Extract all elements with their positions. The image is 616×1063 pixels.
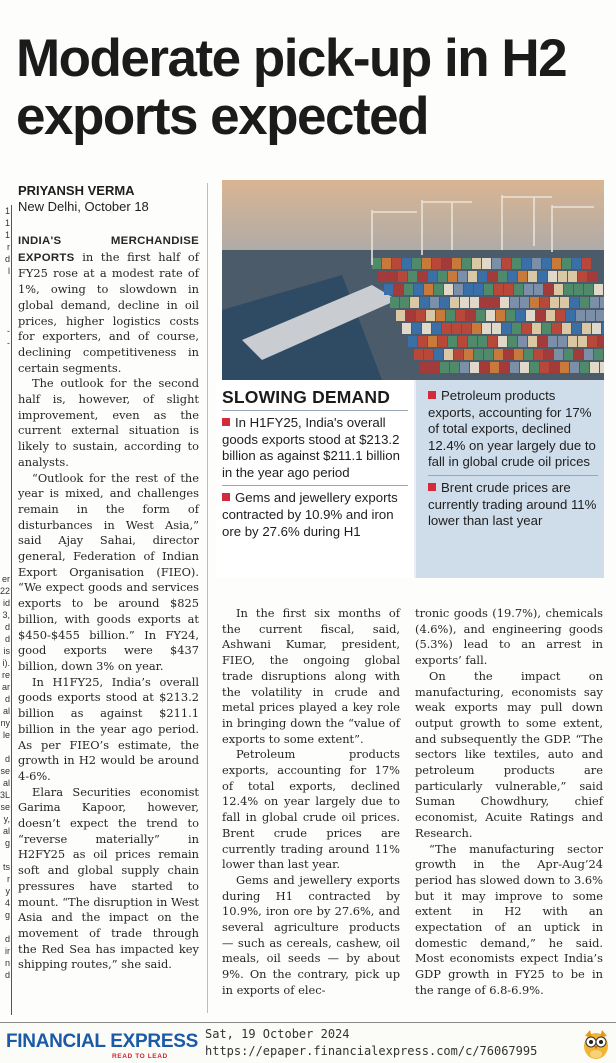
shipping-container — [480, 362, 489, 373]
shipping-container — [580, 362, 589, 373]
shipping-container — [554, 349, 563, 360]
shipping-container — [444, 349, 453, 360]
edge-text-fragment: 1 — [4, 230, 10, 240]
shipping-container — [542, 323, 551, 334]
edge-text-fragment: g — [4, 838, 10, 848]
infobox-item — [428, 480, 598, 530]
container-port-image — [222, 180, 604, 380]
shipping-container — [564, 349, 573, 360]
shipping-container — [560, 362, 569, 373]
shipping-container — [498, 336, 507, 347]
shipping-container — [474, 349, 483, 360]
shipping-container — [486, 310, 495, 321]
shipping-container — [468, 336, 477, 347]
shipping-container — [390, 297, 399, 308]
shipping-container — [388, 271, 397, 282]
edge-text-fragment: ts — [2, 862, 10, 872]
shipping-container — [492, 258, 501, 269]
shipping-container — [600, 362, 604, 373]
shipping-container — [466, 310, 475, 321]
shipping-container — [424, 284, 433, 295]
shipping-container — [562, 323, 571, 334]
shipping-container — [410, 297, 419, 308]
shipping-container — [412, 323, 421, 334]
shipping-container — [520, 297, 529, 308]
shipping-container — [526, 310, 535, 321]
shipping-container — [402, 323, 411, 334]
shipping-container — [484, 284, 493, 295]
shipping-container — [502, 258, 511, 269]
shipping-container — [402, 258, 411, 269]
shipping-container — [500, 297, 509, 308]
paragraph: In the first six months of the current fiscal, said, Ashwani Kumar, president, FIEO, the ongoing global trade disruptions along with the volatility in crude and metal prices played a key role in bringing down the “value of exports to some extent”. — [222, 606, 400, 746]
edge-text-fragment: 1 — [4, 206, 10, 216]
infobox-item — [428, 388, 598, 471]
shipping-container — [482, 258, 491, 269]
shipping-container — [546, 310, 555, 321]
shipping-container — [532, 323, 541, 334]
shipping-container — [432, 258, 441, 269]
shipping-container — [542, 258, 551, 269]
bullet-square-icon — [222, 418, 230, 426]
shipping-container — [588, 336, 597, 347]
shipping-container — [548, 336, 557, 347]
shipping-container — [400, 297, 409, 308]
edge-text-fragment — [0, 301, 11, 313]
edge-text-fragment: 3L — [0, 790, 11, 800]
shipping-container — [574, 284, 583, 295]
shipping-container — [440, 297, 449, 308]
shipping-container — [488, 271, 497, 282]
shipping-container — [450, 297, 459, 308]
shipping-container — [552, 323, 561, 334]
edge-text-fragment — [0, 349, 11, 361]
edge-text-fragment: se — [0, 802, 10, 812]
shipping-container — [592, 323, 601, 334]
shipping-container — [548, 271, 557, 282]
edge-text-fragment: 4 — [4, 898, 10, 908]
bullet-square-icon — [428, 391, 436, 399]
shipping-container — [580, 297, 589, 308]
shipping-container — [446, 310, 455, 321]
infobox-item-text: Petroleum products exports, accounting for 17% of total exports, declined 12.4% on year largely due to fall in global crude oil prices — [428, 388, 596, 470]
shipping-container — [550, 297, 559, 308]
shipping-container — [448, 271, 457, 282]
shipping-container — [474, 284, 483, 295]
infobox-item — [222, 415, 408, 481]
shipping-container — [418, 271, 427, 282]
edge-text-fragment: re — [1, 670, 10, 680]
shipping-container — [532, 258, 541, 269]
shipping-container — [456, 310, 465, 321]
shipping-container — [414, 284, 423, 295]
shipping-container — [420, 297, 429, 308]
shipping-container — [578, 271, 587, 282]
paragraph-text: in the first half of FY25 rose at a modest rate of 1%, owing to slowdown in global demand, decline in oil prices, higher logistics costs for exporters, and of course, declining competitiveness in certain segments. — [18, 249, 199, 375]
shipping-container — [452, 323, 461, 334]
edge-text-fragment: al — [2, 706, 10, 716]
shipping-container — [596, 310, 604, 321]
edge-text-fragment: ny — [0, 718, 10, 728]
edge-text-fragment: ar — [1, 682, 10, 692]
edge-text-fragment: se — [0, 766, 10, 776]
shipping-container — [570, 297, 579, 308]
shipping-container — [404, 284, 413, 295]
shipping-container — [448, 336, 457, 347]
paragraph: tronic goods (19.7%), chemicals (4.6%), and engineering goods (5.3%) lead to an arrest in exports’ fall. — [415, 606, 603, 668]
divider — [428, 475, 598, 476]
shipping-container — [372, 258, 381, 269]
edge-text-fragment: - — [7, 326, 10, 336]
shipping-container — [454, 284, 463, 295]
shipping-container — [556, 310, 565, 321]
shipping-container — [478, 336, 487, 347]
paragraph: “The manufacturing sector growth in the Apr-Aug’24 period has slowed down to 3.6% but it may improve to some extent in H2 with an expectation of an uptick in domestic demand,” he said. Most economists expect India’s GDP growth in FY25 to be in the range of 6.8-6.9%. — [415, 841, 603, 997]
owl-mascot-icon — [580, 1028, 612, 1060]
shipping-container — [464, 284, 473, 295]
shipping-container — [378, 271, 387, 282]
shipping-container — [514, 349, 523, 360]
shipping-container — [530, 362, 539, 373]
edge-text-fragment: l — [8, 266, 10, 276]
shipping-container — [502, 323, 511, 334]
shipping-container — [558, 336, 567, 347]
shipping-container — [382, 258, 391, 269]
shipping-container — [550, 362, 559, 373]
shipping-container — [462, 323, 471, 334]
edge-text-fragment: ir — [5, 946, 10, 956]
shipping-container — [496, 310, 505, 321]
edge-text-fragment: g — [4, 910, 10, 920]
shipping-container — [510, 297, 519, 308]
shipping-container — [498, 271, 507, 282]
shipping-container — [572, 258, 581, 269]
shipping-container — [392, 258, 401, 269]
edge-text-fragment: id — [2, 598, 10, 608]
shipping-container — [452, 258, 461, 269]
article-column-1 — [18, 233, 199, 973]
shipping-container — [434, 284, 443, 295]
edge-text-fragment: d — [4, 634, 10, 644]
shipping-container — [568, 271, 577, 282]
shipping-container — [506, 310, 515, 321]
shipping-container — [458, 271, 467, 282]
brand-tagline: READ TO LEAD — [112, 1053, 168, 1060]
shipping-container — [566, 310, 575, 321]
shipping-container — [422, 323, 431, 334]
shipping-container — [472, 258, 481, 269]
shipping-container — [540, 297, 549, 308]
byline-author: PRIYANSH VERMA — [18, 183, 135, 198]
edge-text-fragment: i). — [2, 658, 10, 668]
shipping-container — [460, 362, 469, 373]
shipping-container — [420, 362, 429, 373]
shipping-container — [524, 349, 533, 360]
shipping-container — [484, 349, 493, 360]
shipping-container — [440, 362, 449, 373]
shipping-container — [482, 323, 491, 334]
shipping-container — [528, 271, 537, 282]
shipping-container — [512, 323, 521, 334]
edge-text-fragment: d — [4, 622, 10, 632]
shipping-container — [398, 271, 407, 282]
bullet-square-icon — [222, 493, 230, 501]
edge-text-fragment: al — [2, 778, 10, 788]
shipping-container — [534, 284, 543, 295]
shipping-container — [436, 310, 445, 321]
shipping-container — [554, 284, 563, 295]
shipping-container — [520, 362, 529, 373]
shipping-container — [512, 258, 521, 269]
shipping-container — [470, 362, 479, 373]
shipping-container — [494, 284, 503, 295]
edge-text-fragment: y — [5, 886, 10, 896]
shipping-container — [500, 362, 509, 373]
edge-text-fragment: d — [4, 254, 10, 264]
shipping-container — [552, 258, 561, 269]
shipping-container — [462, 258, 471, 269]
shipping-container — [406, 310, 415, 321]
edge-text-fragment — [0, 277, 11, 289]
shipping-container — [598, 336, 604, 347]
shipping-container — [442, 323, 451, 334]
shipping-container — [428, 336, 437, 347]
paragraph: “Outlook for the rest of the year is mixed, and challenges remain in the form of disturbances in West Asia,” said Ajay Sahai, director general, Federation of Indian Export Organisation (FIEO). “We expect goods and services exports to be around $825 billion, with goods exports at $450-$455 billion.” In FY24, good exports were $437 billion, down 3% on year. — [18, 470, 199, 673]
byline — [18, 183, 149, 215]
edge-text-fragment: er — [1, 574, 10, 584]
shipping-container — [544, 349, 553, 360]
shipping-container — [562, 258, 571, 269]
paragraph: On the impact on manufacturing, economists say weak exports may pull down output growth to some extent, and subsequently the GDP. “The sectors like textiles, auto and petroleum products are particularly vulnerable,” said Suman Chowdhury, chief economist, Acuite Ratings and Research. — [415, 668, 603, 840]
shipping-container — [524, 284, 533, 295]
shipping-container — [408, 271, 417, 282]
shipping-container — [408, 336, 417, 347]
shipping-container — [522, 258, 531, 269]
shipping-container — [458, 336, 467, 347]
shipping-container — [432, 323, 441, 334]
shipping-container — [568, 336, 577, 347]
edge-text-fragment: le — [2, 730, 10, 740]
edge-text-fragment — [0, 361, 11, 373]
shipping-container — [584, 349, 593, 360]
shipping-container — [582, 323, 591, 334]
divider — [222, 410, 408, 411]
edge-text-fragment: al — [2, 826, 10, 836]
shipping-container — [536, 310, 545, 321]
shipping-container — [424, 349, 433, 360]
shipping-container — [600, 297, 604, 308]
shipping-container — [602, 323, 604, 334]
headline: Moderate pick-up in H2 exports expected — [16, 29, 567, 146]
infobox-item-text: In H1FY25, India's overall goods exports stood at $213.2 billion as against $211.1 billion in the year ago period — [222, 415, 400, 480]
article-column-3 — [415, 606, 603, 999]
shipping-container — [464, 349, 473, 360]
shipping-container — [594, 349, 603, 360]
shipping-container — [590, 362, 599, 373]
shipping-container — [438, 271, 447, 282]
edge-text-fragment — [0, 289, 11, 301]
edge-text-fragment: 22 — [0, 586, 11, 596]
shipping-container — [582, 258, 591, 269]
shipping-container — [488, 336, 497, 347]
edition-date: Sat, 19 October 2024 — [205, 1027, 350, 1041]
shipping-container — [418, 336, 427, 347]
shipping-container — [538, 271, 547, 282]
edge-text-fragment: is — [3, 646, 10, 656]
epaper-footer — [0, 1022, 616, 1063]
shipping-container — [426, 310, 435, 321]
shipping-container — [518, 271, 527, 282]
shipping-container — [508, 336, 517, 347]
divider — [222, 485, 408, 486]
shipping-container — [454, 349, 463, 360]
adjacent-column-edge — [0, 205, 12, 1015]
shipping-container — [504, 349, 513, 360]
edge-text-fragment — [0, 741, 11, 753]
edge-text-fragment — [0, 921, 11, 933]
edge-text-fragment: d — [4, 754, 10, 764]
infobox-left-panel — [216, 380, 414, 578]
shipping-container — [586, 310, 595, 321]
infobox-item-text: Gems and jewellery exports contracted by 10.9% and iron ore by 27.6% during H1 — [222, 490, 398, 539]
shipping-container — [504, 284, 513, 295]
shipping-container — [470, 297, 479, 308]
edge-text-fragment: y, — [3, 814, 10, 824]
shipping-container — [430, 362, 439, 373]
shipping-container — [590, 297, 599, 308]
edge-text-fragment: r — [7, 874, 10, 884]
shipping-container — [558, 271, 567, 282]
shipping-container — [476, 310, 485, 321]
infobox-title: SLOWING DEMAND — [222, 387, 391, 407]
shipping-container — [480, 297, 489, 308]
shipping-container — [594, 284, 603, 295]
shipping-container — [540, 362, 549, 373]
paragraph: Petroleum products exports, accounting for 17% of total exports, declined 12.4% on year largely due to fall in global crude oil prices. Brent crude prices are currently trading around 11% lower than last year. — [222, 747, 400, 872]
shipping-container — [438, 336, 447, 347]
edge-text-fragment: r — [7, 242, 10, 252]
shipping-container — [416, 310, 425, 321]
shipping-container — [442, 258, 451, 269]
shipping-container — [492, 323, 501, 334]
shipping-container — [428, 271, 437, 282]
edge-text-fragment: - — [7, 338, 10, 348]
edge-text-fragment — [0, 849, 11, 861]
shipping-container — [522, 323, 531, 334]
shipping-container — [534, 349, 543, 360]
infobox-item-text: Brent crude prices are currently trading around 11% lower than last year — [428, 479, 597, 529]
financial-express-logo[interactable]: FINANCIAL EXPRESS — [6, 1031, 198, 1052]
shipping-container — [414, 349, 423, 360]
shipping-container — [564, 284, 573, 295]
column-divider — [207, 183, 208, 1013]
shipping-container — [572, 323, 581, 334]
shipping-container — [422, 258, 431, 269]
shipping-container — [514, 284, 523, 295]
lead-in: INDIA'S MERCHANDISE EXPORTS — [18, 235, 199, 264]
shipping-container — [544, 284, 553, 295]
edge-text-fragment: d — [4, 694, 10, 704]
shipping-container — [576, 310, 585, 321]
shipping-container — [460, 297, 469, 308]
shipping-container — [530, 297, 539, 308]
shipping-container — [490, 362, 499, 373]
shipping-container — [510, 362, 519, 373]
shipping-container — [490, 297, 499, 308]
shipping-container — [396, 310, 405, 321]
shipping-container — [574, 349, 583, 360]
bullet-square-icon — [428, 483, 436, 491]
shipping-container — [494, 349, 503, 360]
shipping-container — [588, 271, 597, 282]
article-column-2 — [222, 606, 400, 999]
edge-text-fragment: n — [4, 958, 10, 968]
byline-dateline: New Delhi, October 18 — [18, 199, 149, 214]
paragraph: Elara Securities economist Garima Kapoor, however, doesn’t expect the trend to “reverse materially” in H2FY25 as oil prices remain soft and global supply chain pressures have started to mount. “The disruption in West Asia and the impact on the movement of trade through the Red Sea has impacted key shipping routes,” she said. — [18, 784, 199, 972]
edge-text-fragment: d — [4, 934, 10, 944]
shipping-container — [578, 336, 587, 347]
edge-text-fragment: 3, — [2, 610, 10, 620]
shipping-container — [384, 284, 393, 295]
shipping-container — [570, 362, 579, 373]
shipping-container — [394, 284, 403, 295]
paragraph — [18, 233, 199, 376]
epaper-url[interactable]: https://epaper.financialexpress.com/c/76067995 — [205, 1044, 538, 1058]
edge-text-fragment: 1 — [4, 218, 10, 228]
paragraph: Gems and jewellery exports during H1 contracted by 10.9%, iron ore by 27.6%, and several agriculture products — such as cereals, cashew, oil meals, oil seeds — by about 9%. On the contrary, pick up in exports of elec- — [222, 872, 400, 997]
shipping-container — [508, 271, 517, 282]
shipping-container — [472, 323, 481, 334]
shipping-container — [584, 284, 593, 295]
infobox-item — [222, 490, 408, 540]
shipping-container — [430, 297, 439, 308]
shipping-container — [518, 336, 527, 347]
shipping-container — [478, 271, 487, 282]
edge-text-fragment — [0, 313, 11, 325]
shipping-container — [528, 336, 537, 347]
port-photo — [222, 180, 604, 380]
shipping-container — [450, 362, 459, 373]
slowing-demand-infobox — [216, 380, 604, 578]
paragraph: In H1FY25, India’s overall goods exports stood at $213.2 billion as against $211.1 billion in the year ago period. As per FIEO’s estimate, the growth in H2 would be around 4-6%. — [18, 674, 199, 783]
shipping-container — [434, 349, 443, 360]
paragraph: The outlook for the second half is, however, of slight improvement, even as the current external situation is likely to sustain, according to analysts. — [18, 376, 199, 469]
infobox-right-panel — [416, 380, 604, 578]
edge-text-fragment: d — [4, 970, 10, 980]
shipping-container — [538, 336, 547, 347]
shipping-container — [412, 258, 421, 269]
shipping-container — [560, 297, 569, 308]
shipping-container — [444, 284, 453, 295]
shipping-container — [516, 310, 525, 321]
shipping-container — [468, 271, 477, 282]
